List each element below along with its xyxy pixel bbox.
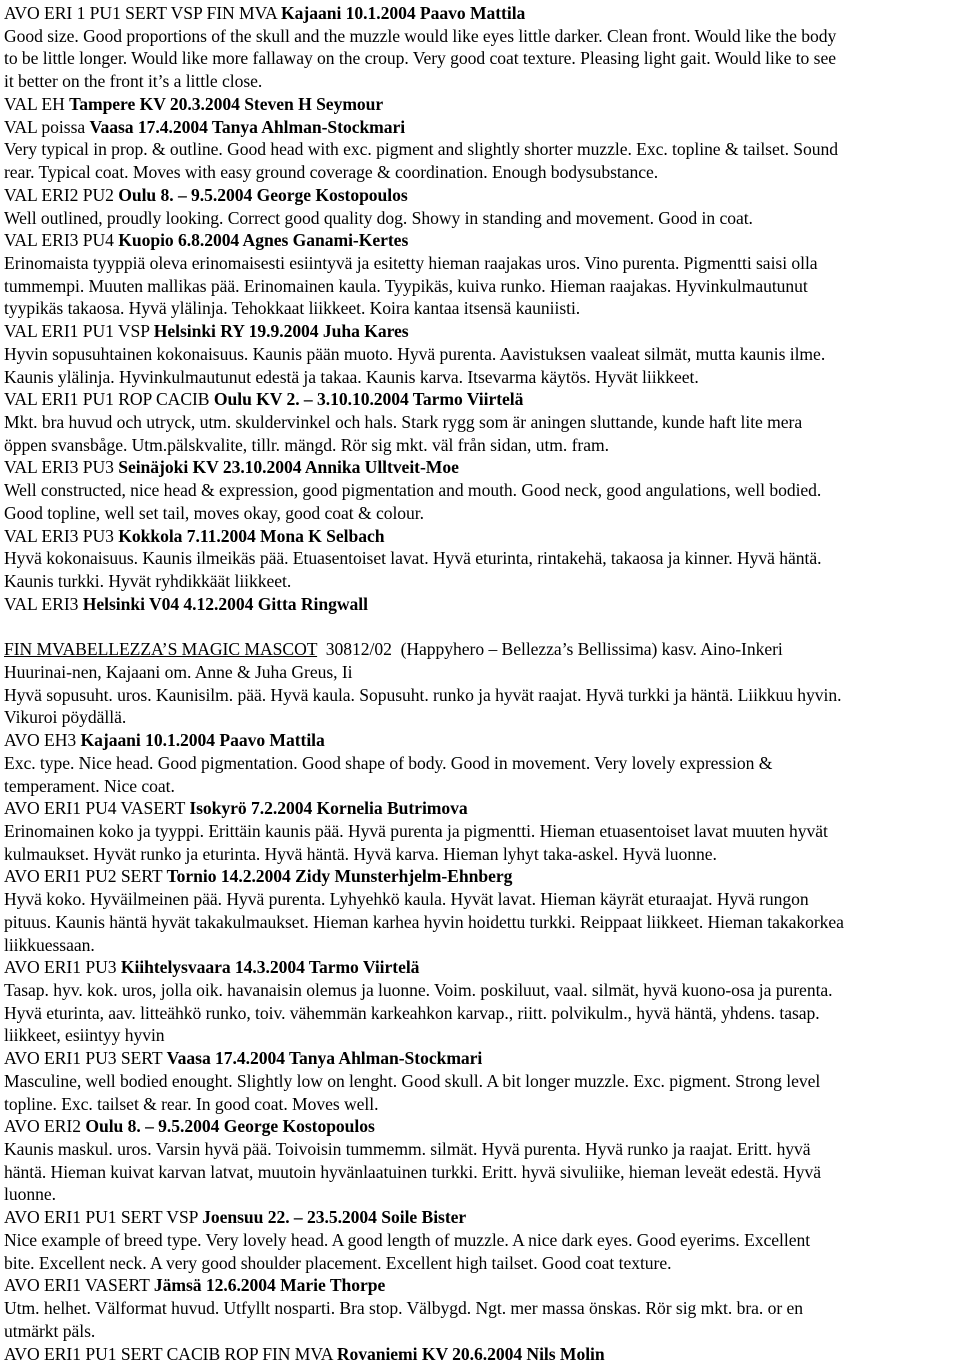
text-line bbox=[4, 70, 262, 93]
line-text: VAL ERI2 PU2 bbox=[4, 184, 119, 205]
text-line bbox=[4, 434, 609, 457]
line-text: Masculine, well bodied enought. Slightly low on lenght. Good skull. A bit longer muzzle. Exc. pigment. Strong level bbox=[4, 1070, 821, 1091]
line-text: it better on the front it’s a little close. bbox=[4, 71, 263, 92]
line-text: öppen svansbåge. Utm.pälskvalite, tillr. mängd. Rör sig mkt. väl från sidan, utm. fram. bbox=[4, 434, 609, 455]
line-text: VAL ERI3 PU3 bbox=[4, 457, 119, 478]
text-line bbox=[4, 1320, 95, 1343]
text-line bbox=[4, 502, 424, 525]
heading-line bbox=[4, 1206, 466, 1229]
line-text: liikkuessaan. bbox=[4, 934, 95, 955]
heading-line bbox=[4, 956, 419, 979]
show-event: Vaasa 17.4.2004 Tanya Ahlman-Stockmari bbox=[166, 1048, 483, 1069]
line-text: tummempi. Muuten mallikas pää. Erinomainen kaula. Tyypikäs, kuiva runko. Hieman raajakas. Hyvinkulmautunut bbox=[4, 275, 808, 296]
heading-line bbox=[4, 456, 459, 479]
line-text: temperament. Nice coat. bbox=[4, 775, 175, 796]
show-event: Helsinki RY 19.9.2004 Juha Kares bbox=[153, 321, 409, 342]
line-text: Erinomainen koko ja tyyppi. Erittäin kaunis pää. Hyvä purenta ja pigmentti. Hieman etuasentoiset lavat muuten hyvät bbox=[4, 820, 828, 841]
line-text: VAL ERI3 PU4 bbox=[4, 230, 119, 251]
line-text: Well outlined, proudly looking. Correct good quality dog. Showy in standing and movement. Good in coat. bbox=[4, 207, 753, 228]
line-text: AVO ERI 1 PU1 SERT VSP FIN MVA bbox=[4, 3, 282, 23]
text-line bbox=[4, 207, 753, 230]
show-event: Oulu KV 2. – 3.10.10.2004 Tarmo Viirtelä bbox=[213, 389, 524, 410]
line-text: VAL ERI1 PU1 ROP CACIB bbox=[4, 389, 214, 410]
text-line bbox=[4, 47, 836, 70]
heading-line bbox=[4, 388, 523, 411]
line-text: bite. Excellent neck. A very good shoulder placement. Excellent high tailset. Good coat texture. bbox=[4, 1252, 672, 1273]
text-line bbox=[4, 275, 808, 298]
show-event: Kajaani 10.1.2004 Paavo Mattila bbox=[281, 3, 526, 23]
line-text: VAL ERI3 bbox=[4, 593, 83, 614]
text-line bbox=[4, 570, 291, 593]
show-event: Oulu 8. – 9.5.2004 George Kostopoulos bbox=[85, 1116, 375, 1137]
text-line bbox=[4, 775, 175, 798]
line-text: Utm. helhet. Välformat huvud. Utfyllt nosparti. Bra stop. Välbygd. Ngt. mer massa önskas. Rör sig mkt. bra. or en bbox=[4, 1298, 803, 1318]
line-text: Huurinai-nen, Kajaani om. Anne & Juha Greus, Ii bbox=[4, 661, 353, 682]
line-text: AVO ERI2 bbox=[4, 1116, 86, 1137]
line-text: AVO ERI1 PU3 SERT bbox=[4, 1048, 167, 1069]
heading-line bbox=[4, 229, 408, 252]
line-text: AVO ERI1 PU3 bbox=[4, 957, 121, 978]
line-text: VAL ERI3 PU3 bbox=[4, 525, 119, 546]
line-text: Well constructed, nice head & expression, good pigmentation and mouth. Good neck, good angulations, well bodied. bbox=[4, 480, 822, 501]
text-line bbox=[4, 1070, 820, 1093]
line-text: Good size. Good proportions of the skull and the muzzle would like eyes little darker. Clean front. Would like the body bbox=[4, 25, 837, 46]
line-text: Hyvä kokonaisuus. Kaunis ilmeikäs pää. Etuasentoiset lavat. Hyvä eturinta, rintakehä, takaosa ja kinner. Hyvä häntä. bbox=[4, 548, 822, 569]
text-line bbox=[4, 888, 809, 911]
heading-line bbox=[4, 2, 525, 25]
line-text: VAL poissa bbox=[4, 116, 90, 137]
heading-line bbox=[4, 1047, 482, 1070]
show-event: Jämsä 12.6.2004 Marie Thorpe bbox=[153, 1275, 386, 1296]
text-line bbox=[4, 752, 772, 775]
line-text: AVO ERI1 PU2 SERT bbox=[4, 866, 167, 887]
text-line bbox=[4, 138, 838, 161]
line-text: Hyvä sopusuht. uros. Kaunisilm. pää. Hyvä kaula. Sopusuht. runko ja hyvät raajat. Hyvä turkki ja häntä. Liikkuu hyvin. bbox=[4, 684, 842, 705]
text-line bbox=[4, 25, 836, 48]
text-line bbox=[4, 161, 658, 184]
line-text: liikkeet, esiintyy hyvin bbox=[4, 1025, 165, 1046]
line-text: AVO ERI1 VASERT bbox=[4, 1275, 154, 1296]
text-line bbox=[4, 661, 352, 684]
text-line bbox=[4, 411, 802, 434]
show-event: Oulu 8. – 9.5.2004 George Kostopoulos bbox=[118, 184, 408, 205]
text-line bbox=[4, 684, 841, 707]
text-line bbox=[4, 252, 818, 275]
show-event: Rovaniemi KV 20.6.2004 Nils Molin bbox=[336, 1343, 605, 1364]
text-line bbox=[4, 1229, 810, 1252]
text-line bbox=[4, 297, 580, 320]
line-text: kulmaukset. Hyvät runko ja eturinta. Hyvä häntä. Hyvä karva. Hieman lyhyt taka-askel. Hyvä luonne. bbox=[4, 843, 717, 864]
heading-line bbox=[4, 1115, 375, 1138]
text-line bbox=[4, 1138, 811, 1161]
text-line bbox=[4, 547, 821, 570]
text-line bbox=[4, 1093, 378, 1116]
line-text: tyypikäs takaosa. Hyvä ylälinja. Tehokkaat liikkeet. Koira kantaa itsensä kauniisti. bbox=[4, 298, 581, 319]
show-event: Helsinki V04 4.12.2004 Gitta Ringwall bbox=[82, 593, 368, 614]
line-text: to be little longer. Would like more fallaway on the croup. Very good coat texture. Pleasing light gait. Would like to see bbox=[4, 48, 836, 69]
line-text: Kaunis maskul. uros. Varsin hyvä pää. Toivoisin tummemm. silmät. Hyvä purenta. Hyvä runko ja raajat. Eritt. hyvä bbox=[4, 1139, 811, 1159]
show-event: Kiihtelysvaara 14.3.2004 Tarmo Viirtelä bbox=[120, 957, 420, 978]
text-line bbox=[4, 843, 717, 866]
line-text: AVO ERI1 PU1 SERT CACIB ROP FIN MVA bbox=[4, 1343, 337, 1364]
text-line bbox=[4, 1252, 671, 1275]
line-text: Hyvä eturinta, aav. litteähkö runko, toiv. vähemmän karkeahkon karvap., riitt. polvikulm., hyvä häntä, yhdens. tasap. bbox=[4, 1002, 820, 1023]
line-text: VAL ERI1 PU1 VSP bbox=[4, 321, 154, 342]
text-line bbox=[4, 820, 828, 843]
line-text: Kaunis turkki. Hyvät ryhdikkäät liikkeet. bbox=[4, 571, 292, 591]
line-text: Hyvin sopusuhtainen kokonaisuus. Kaunis pään muoto. Hyvä purenta. Aavistuksen vaaleat silmät, mutta kaunis ilme. bbox=[4, 343, 826, 364]
text-line bbox=[4, 1024, 165, 1047]
text-line bbox=[4, 343, 825, 366]
show-event: Tornio 14.2.2004 Zidy Munsterhjelm-Ehnberg bbox=[166, 866, 513, 887]
show-event: Isokyrö 7.2.2004 Kornelia Butrimova bbox=[189, 798, 468, 819]
line-text: VAL EH bbox=[4, 93, 70, 114]
line-text: häntä. Hieman kuivat karvan latvat, muutoin hyvänlaatuinen turkki. Eritt. hyvä sivuliike, hieman leveät edestä. Hyvä bbox=[4, 1161, 821, 1182]
show-event: Kokkola 7.11.2004 Mona K Selbach bbox=[118, 525, 385, 546]
line-text: Mkt. bra huvud och utryck, utm. skuldervinkel och hals. Stark rygg som är aningen sluttande, kunde haft lite mera bbox=[4, 412, 803, 432]
show-event: Joensuu 22. – 23.5.2004 Soile Bister bbox=[202, 1207, 467, 1228]
line-text: Good topline, well set tail, moves okay, good coat & colour. bbox=[4, 502, 424, 523]
text-line bbox=[4, 911, 844, 934]
line-text: AVO EH3 bbox=[4, 730, 81, 750]
line-text: Tasap. hyv. kok. uros, jolla oik. havanaisin olemus ja luonne. Voim. poskiluut, vaal. silmät, hyvä kuono-osa ja purenta. bbox=[4, 980, 833, 1000]
line-text: AVO ERI1 PU1 SERT VSP bbox=[4, 1207, 203, 1228]
heading-line bbox=[4, 116, 405, 139]
line-text: Exc. type. Nice head. Good pigmentation. Good shape of body. Good in movement. Very lovely expression & bbox=[4, 752, 773, 773]
heading-line bbox=[4, 1343, 605, 1366]
heading-line bbox=[4, 797, 468, 820]
heading-line bbox=[4, 1274, 385, 1297]
line-text: Erinomaista tyyppiä oleva erinomaisesti esiintyvä ja esitetty hieman raajakas uros. Vino purenta. Pigmentti saisi olla bbox=[4, 252, 818, 273]
heading-line bbox=[4, 729, 325, 752]
text-line bbox=[4, 366, 699, 389]
show-event: Seinäjoki KV 23.10.2004 Annika Ulltveit-Moe bbox=[118, 457, 459, 478]
text-line bbox=[4, 1002, 820, 1025]
line-text: pituus. Kaunis häntä hyvät takakulmaukset. Hieman karhea hyvin hoidettu turkki. Reippaat liikkeet. Hieman takakorkea bbox=[4, 911, 844, 932]
show-event: Tampere KV 20.3.2004 Steven H Seymour bbox=[69, 93, 384, 114]
text-line bbox=[4, 706, 126, 729]
text-line bbox=[4, 979, 833, 1002]
text-line bbox=[4, 934, 95, 957]
line-text: utmärkt päls. bbox=[4, 1320, 96, 1341]
dog-name: FIN MVABELLEZZA’S MAGIC MASCOT bbox=[4, 639, 318, 660]
show-event: Kajaani 10.1.2004 Paavo Mattila bbox=[80, 730, 325, 750]
text-line bbox=[4, 1297, 803, 1320]
heading-line bbox=[4, 93, 383, 116]
line-text: Very typical in prop. & outline. Good head with exc. pigment and slightly shorter muzzle. Exc. topline & tailset. Sound bbox=[4, 139, 838, 160]
heading-line bbox=[4, 525, 384, 548]
line-text: Vikuroi pöydällä. bbox=[4, 707, 127, 728]
text-line bbox=[4, 1161, 821, 1184]
line-text: Hyvä koko. Hyväilmeinen pää. Hyvä purenta. Lyhyehkö kaula. Hyvät lavat. Hieman käyrät eturaajat. Hyvä rungon bbox=[4, 889, 809, 910]
show-event: Kuopio 6.8.2004 Agnes Ganami-Kertes bbox=[118, 230, 409, 251]
show-event: Vaasa 17.4.2004 Tanya Ahlman-Stockmari bbox=[89, 116, 406, 137]
text-line bbox=[4, 1183, 56, 1206]
heading-line bbox=[4, 638, 783, 661]
line-text: Nice example of breed type. Very lovely head. A good length of muzzle. A nice dark eyes. Good eyerims. Excellent bbox=[4, 1229, 811, 1250]
line-text: luonne. bbox=[4, 1184, 56, 1205]
text-line bbox=[4, 479, 821, 502]
line-text: rear. Typical coat. Moves with easy ground coverage & coordination. Enough bodysubstance. bbox=[4, 162, 659, 182]
heading-line bbox=[4, 184, 408, 207]
heading-line bbox=[4, 593, 368, 616]
line-text: topline. Exc. tailset & rear. In good coat. Moves well. bbox=[4, 1093, 379, 1114]
heading-line bbox=[4, 865, 512, 888]
line-text: AVO ERI1 PU4 VASERT bbox=[4, 798, 190, 819]
heading-line bbox=[4, 320, 409, 343]
line-text: Kaunis ylälinja. Hyvinkulmautunut edestä ja takaa. Kaunis karva. Itsevarma käytös. Hyvät liikkeet. bbox=[4, 366, 699, 387]
line-text: 30812/02 (Happyhero – Bellezza’s Bellissima) kasv. Aino-Inkeri bbox=[317, 639, 783, 660]
